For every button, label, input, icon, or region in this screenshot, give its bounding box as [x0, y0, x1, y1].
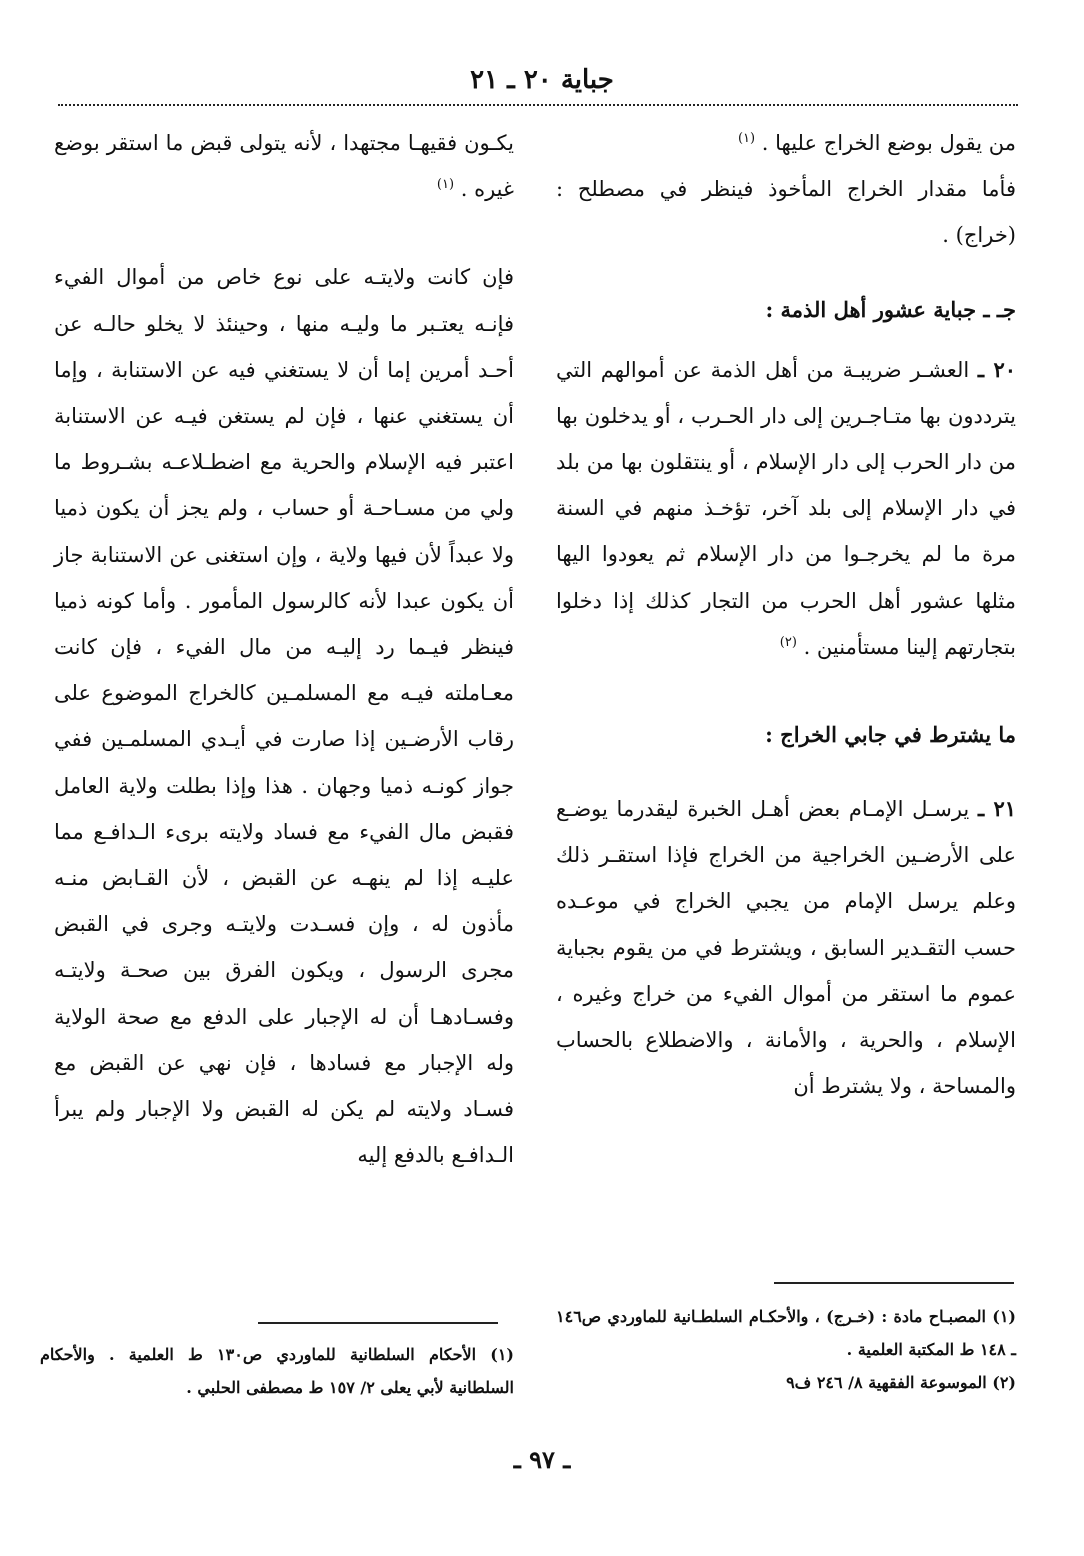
left-column: [54, 120, 514, 1420]
paragraph-continuation: [54, 120, 514, 212]
footnote-1: (١) الأحكام السلطانية للماوردي ص١٣٠ ط العلمية . والأحكام السلطانية لأبي يعلى ٢/ ١٥٧ ط مصطفى الحلبي .: [40, 1345, 514, 1397]
paragraph-continuation: [556, 120, 1016, 166]
running-header: جباية ٢٠ ـ ٢١: [470, 65, 614, 95]
footnotes-right: [556, 1300, 1016, 1399]
footnote-mark: (١): [436, 177, 455, 193]
footnotes-left: [40, 1338, 514, 1404]
right-column: [556, 120, 1016, 1420]
paragraph-fay-wilaya: فإن كانت ولايتـه على نوع خاص من أموال الفيء فإنـه يعتـبر ما وليـه منها ، وحينئذ لا يخلو حالـه عن أحـد أمرين إما أن لا يستغني فيه عن الاستنابة ، وإما أن يستغني عنها ، فإن لم يستغن فيـه عن الاستنابة اعتبر فيه الإسلام والحرية مع اضطـلاعـه بشـروط ما ولي من مسـاحـة أو حساب ، ولم يجز أن يكون ذميا ولا عبداً لأن فيها ولاية ، وإن استغنى عن الاستنابة جاز أن يكون عبدا لأنه كالرسول المأمور . وأما كونه ذميا فينظر فيـما رد إليـه من مال الفيء ، فإن كانت معـاملته فيـه مع المسلمـين كالخراج الموضوع على رقاب الأرضـين إذا صارت في أيـدي المسلمـين ففي جواز كونـه ذميا وجهان . هذا وإذا بطلت ولاية العامل فقبض مال الفيء مع فساد ولايته برىء الـدافـع مما عليـه إذا لم ينهـه عن القبض ، لأن القـابض منـه مأذون له ، وإن فسـدت ولايتـه وجرى في القبض مجرى الرسول ، ويكون الفرق بين صحـة ولايتـه وفسـادهـا أن له الإجبار على الدفع مع صحة الولاية وله الإجبار مع فسادها ، فإن نهي عن القبض مع فسـاد ولايته لم يكن له القبض ولا الإجبار ولم يبرأ الـدافـع بالدفع إليه: [54, 265, 514, 1168]
spacer: [556, 758, 1016, 786]
paragraph-text: العشـر ضريبـة من أهل الذمة عن أموالهم التي يترددون بها متـاجـرين إلى دار الحـرب ، أو يدخلون بها من دار الحرب إلى دار الإسلام ، أو ينتقلون بها من بلد في دار الإسلام إلى بلد آخر، تؤخـذ منهم في السنة مرة ما لم يخرجـوا من دار الإسلام ثم يعودوا اليها مثلها عشور أهل الحرب من التجار كذلك إذا دخلوا بتجارتهم إلينا مستأمنين .: [556, 357, 1016, 659]
footnote-rule-left: [258, 1322, 498, 1324]
footnote-mark: (١): [737, 131, 756, 146]
paragraph-20: [556, 347, 1016, 670]
footnote-rule-right: [774, 1282, 1014, 1284]
paragraph-text: من يقول بوضع الخراج عليها .: [761, 131, 1016, 155]
header-dotted-rule: [58, 104, 1018, 106]
paragraph-kharaj-amount: فأما مقدار الخراج المأخوذ فينظر في مصطلح : (خراج) .: [556, 177, 1016, 248]
spacer: [54, 212, 514, 254]
paragraph-number: ٢١ ـ: [977, 796, 1016, 822]
footnote-1: (١) المصبـاح مادة : (خـرج) ، والأحكـام السلطـانية للماوردي ص١٤٦ ـ ١٤٨ ط المكتبة العلمية .: [556, 1307, 1016, 1359]
section-heading-collector-conditions: ما يشترط في جابي الخراج :: [765, 722, 1016, 748]
paragraph-21: [556, 786, 1016, 1109]
spacer: [556, 259, 1016, 287]
paragraph-number: ٢٠ ـ: [977, 356, 1016, 382]
spacer: [556, 670, 1016, 712]
page-number: ـ ٩٧ ـ: [513, 1445, 571, 1474]
footnote-mark: (٢): [779, 634, 797, 650]
paragraph-text: يكـون فقيهـا مجتهدا ، لأنه يتولى قبض ما استقر بوضع غيره .: [54, 131, 514, 202]
section-heading-dhimma-tithes: جـ ـ جباية عشور أهل الذمة :: [765, 296, 1016, 322]
paragraph-text: يرسـل الإمـام بعض أهـل الخبرة ليقدرما يوضـع على الأرضـين الخراجية من الخراج فإذا استقـر ذلك وعلم يرسل الإمام من يجبي الخراج في موعـده حسب التقـدير السابق ، ويشترط في من يقوم بجباية عموم ما استقر من أموال الفيء من خراج وغيره ، الإسلام ، والحرية ، والأمانة ، والاضطلاع بالحساب والمساحة ، ولا يشترط أن: [556, 797, 1016, 1099]
spacer: [556, 333, 1016, 347]
footnote-2: (٢) الموسوعة الفقهية ٨/ ٢٤٦ ف٩: [786, 1373, 1016, 1392]
